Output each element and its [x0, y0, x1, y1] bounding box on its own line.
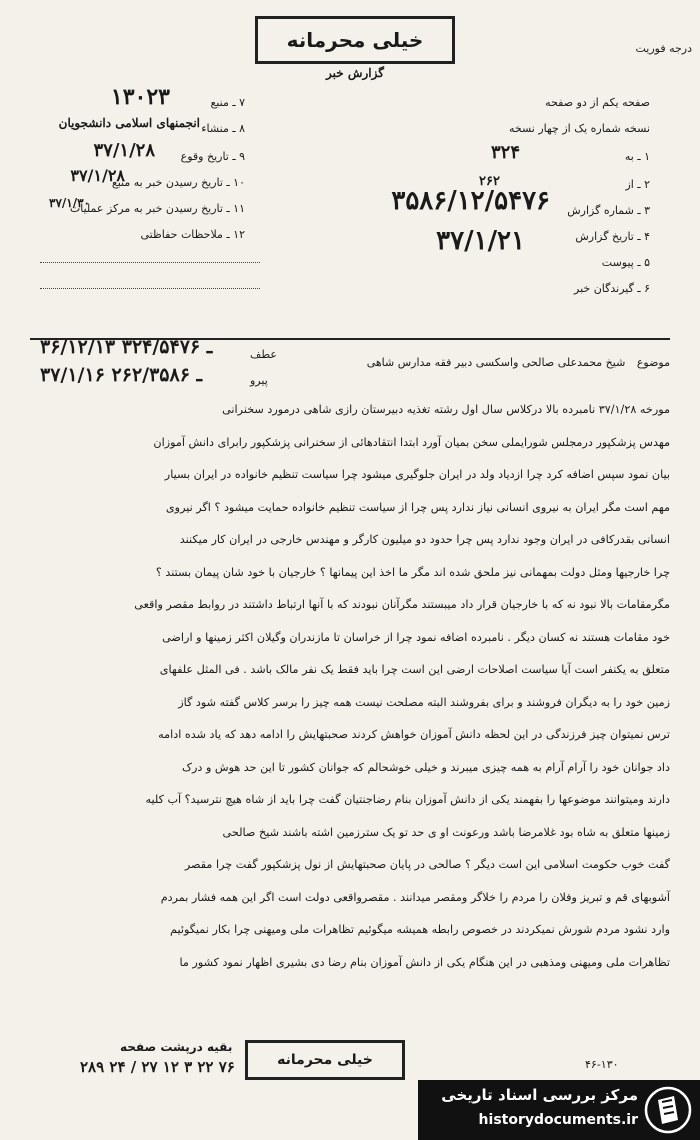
archive-url: historydocuments.ir: [478, 1112, 638, 1128]
body-line: تظاهرات ملی ومیهنی ومذهبی در این هنگام یکی از دانش آموزان بنام رضا دی بشیری اظهار نمود کشور ما: [179, 955, 670, 969]
classification-stamp: خیلی محرمانه: [255, 16, 455, 64]
occurrence-date-value: ۳۷/۱/۲۸: [93, 140, 155, 161]
received-by-source-label: ۱۰ ـ تاریخ رسیدن خبر به منبع: [111, 176, 245, 189]
received-by-source-value: ۳۷/۱/۲۸: [70, 166, 125, 185]
archive-logo-icon: [644, 1086, 692, 1134]
archive-logo-bar: [418, 1080, 700, 1140]
body-line: مهدس پزشکپور درمجلس شورایملی سخن بمیان آورد ابتدا انتقادهائی از سخنرانی پزشکپور رابرای دانش آموزان: [153, 435, 670, 449]
continued-note: بقیه درپشت صفحه: [120, 1040, 233, 1054]
archive-name: مرکز بررسی اسناد تاریخی: [441, 1086, 638, 1104]
page-code: ۴۶-۱۳۰: [585, 1058, 619, 1071]
subject-label: موضوع: [636, 356, 670, 369]
origin-label: ۸ ـ منشاء: [201, 122, 245, 135]
body-line: آشوبهای قم و تبریز وفلان را مردم را خلاگر ومقصر میدانند . مقصرواقعی دولت است اگر این همه فشار بمردم: [160, 890, 670, 904]
body-line: مورخه ۳۷/۱/۲۸ نامبرده بالا درکلاس سال اول رشته تغذیه دبیرستان رازی شاهی درمورد سخنرانی: [222, 403, 670, 416]
page-count-field: صفحه یکم از دو صفحه: [545, 96, 650, 109]
to-field-value: ۳۲۴: [490, 142, 520, 163]
report-date-label: ۴ ـ تاریخ گزارش: [575, 230, 650, 243]
body-line: خود مقامات هستند نه کسان دیگر . نامبرده اضافه نمود چرا از خراسان تا مازندران وگیلان اکثر زمینها و اراضی: [162, 630, 670, 644]
report-number-value: ۳۵۸۶/۱۲/۵۴۷۶: [391, 186, 550, 216]
body-line: متعلق به یکنفر است آیا سیاست اصلاحات ارضی این است چرا باید فقط یک نفر مالک باشد . فی المثل علفهای: [159, 663, 670, 676]
attachment-label: ۵ ـ پیوست: [601, 256, 650, 269]
subject-text: شیخ محمدعلی صالحی واسکسی دبیر فقه مدارس شاهی: [366, 356, 626, 369]
body-line: وارد نشود مردم شورش نمیکردند در خصوص رابطه همیشه میگوئیم تظاهرات ملی ومیهنی چرا بکار نمیگوئیم: [170, 923, 670, 936]
body-line: مگرمقامات بالا نبود نه که با خارجیان قرار داد میبستند مگرآنان نبودند که با آنها ارتباط داشتند در روابط مقصر واقعی: [134, 598, 670, 611]
handwritten-footer-note: ۲۸۹ ۲۴ / ۲۷ ۱۲ ۳ ۲۲ ۷۶: [80, 1058, 235, 1076]
to-field-label: ۱ ـ به: [624, 150, 650, 163]
reference-label-2: پیرو: [250, 374, 268, 387]
body-line: زمین خود را به دیگران فروشند و برای بفروشند البته مصلحت نیست همه چیز را برسر کلاس گفته شود گاز: [178, 695, 670, 709]
body-line: دارند ومیتوانند موضوعها را بفهمند یکی از دانش آموزان بنام رضاجنتیان گفت چرا باید از شاه هیچ نترسید؟ آب کلیه: [145, 793, 670, 806]
body-line: مهم است مگر ایران به نیروی انسانی نیاز ندارد پس چرا از سیاست تنظیم خانواده حمایت میشود ؟ اگر نیروی: [165, 500, 670, 514]
received-by-ops-label: ۱۱ ـ تاریخ رسیدن خبر به مرکز عملیات: [69, 202, 245, 215]
body-line: بیان نمود سپس اضافه کرد چرا ازدیاد ولد در ایران جلوگیری میشود چرا سیاست تنظیم خانواده در ایران بسیار: [164, 468, 670, 481]
security-notes-label: ۱۲ ـ ملاحظات حفاظتی: [140, 228, 245, 241]
body-line: زمینها متعلق به شاه بود غلامرضا باشد ورعونت او ی حد تو یک سترزمین اشته باشند شیخ صالحی: [222, 825, 670, 839]
reference-value-2: ۳۷/۱/۱۶ ـ ۲۶۲/۳۵۸۶: [40, 364, 203, 386]
source-label: ۷ ـ منبع: [210, 96, 245, 109]
body-line: چرا خارجیها ومثل دولت بمهمانی نیز ملحق شده اند مگر ما اخذ این پیمانها ؟ خارجیان با خود شان پیمان بستند ؟: [155, 565, 670, 579]
report-type-label: گزارش خبر: [326, 66, 384, 80]
report-number-label: ۳ ـ شماره گزارش: [567, 204, 650, 217]
body-line: داد جوانان خود را آرام آرام به همه چیزی میبرند و خیلی خوشحالم که جوانان کشور تا این حد هوش و درک: [182, 760, 670, 774]
from-field-label: ۲ ـ از: [625, 178, 650, 191]
occurrence-date-label: ۹ ـ تاریخ وقوع: [180, 150, 245, 163]
source-value: ۱۳۰۲۳: [110, 84, 170, 110]
classification-stamp-bottom: خیلی محرمانه: [245, 1040, 405, 1080]
body-line: گفت خوب حکومت اسلامی این است دیگر ؟ صالحی در پایان صحبتهایش از نول پزشکپور گفت چرا مقصر: [184, 858, 670, 871]
body-line: انسانی بقدرکافی در ایران وجود ندارد پس چرا حدود دو میلیون کارگر و مهندس خارجی در ایران کار میکنند: [179, 533, 670, 546]
reference-value-1: ۳۶/۱۲/۱۳ ـ ۳۲۴/۵۴۷۶: [40, 336, 213, 358]
urgency-label: درجه فوریت: [635, 42, 692, 55]
recipients-label: ۶ ـ گیرندگان خبر: [574, 282, 650, 295]
copy-number-field: نسخه شماره یک از چهار نسخه: [508, 122, 650, 135]
reference-label-1: عطف: [250, 348, 277, 361]
received-by-ops-value: ۳۷/۱/۳۰: [49, 196, 90, 210]
report-date-value: ۳۷/۱/۲۱: [436, 226, 525, 256]
report-body: [30, 394, 670, 979]
origin-value: انجمنهای اسلامی دانشجویان: [58, 116, 200, 130]
body-line: ترس نمیتوان چیز فرزندگی در این لحظه دانش آموزان خواهش کردند صحبتهایش را ادامه دهد که یاد شده ادامه: [158, 728, 670, 741]
from-field-value: ۲۶۲: [479, 174, 500, 189]
